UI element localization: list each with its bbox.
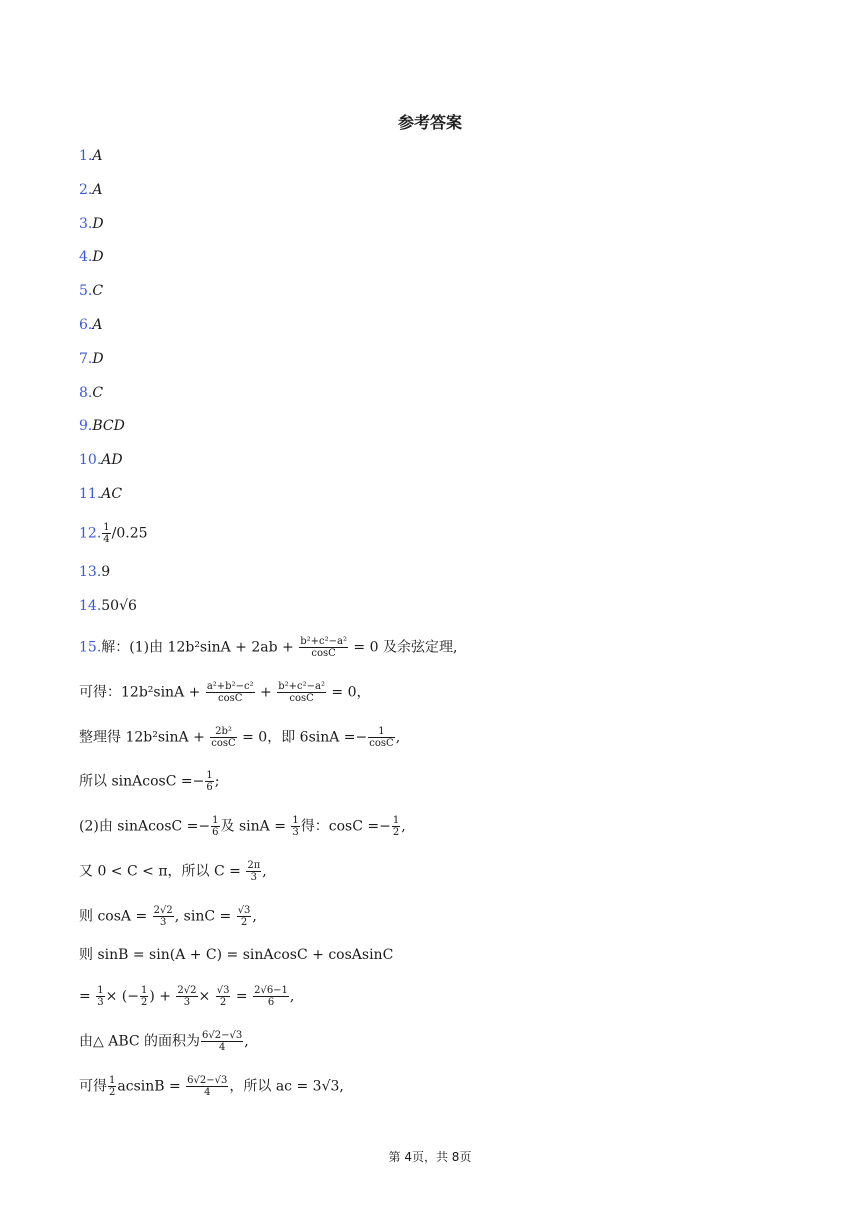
- fraction: [368, 726, 394, 749]
- answer-number: 13.: [79, 564, 102, 580]
- fraction-numerator: 1: [103, 522, 110, 533]
- answer-number: 4.: [79, 249, 93, 265]
- answer-number: 1.: [79, 148, 93, 164]
- answer-number: 8.: [79, 385, 93, 401]
- answer-value: D: [92, 249, 104, 265]
- answer-number: 6.: [79, 317, 93, 333]
- solution-text: ,: [244, 1033, 249, 1050]
- answer-line: [79, 383, 103, 403]
- solution-text: = 0，即 6sinA =−: [237, 729, 368, 746]
- answer-line-13: [79, 562, 110, 582]
- fraction-denominator: 6: [206, 782, 213, 793]
- solution-text: 则 cosA =: [79, 908, 152, 925]
- fraction-denominator: 6: [267, 997, 275, 1008]
- fraction-denominator: 2: [140, 997, 148, 1008]
- solution-text: ) +: [149, 988, 176, 1005]
- fraction-denominator: 3: [97, 997, 104, 1008]
- answer-number: 11.: [79, 486, 102, 502]
- answer-line: [79, 247, 104, 267]
- solution-text: 又 0 < C < π，所以 C =: [79, 863, 246, 880]
- fraction-denominator: 3: [292, 827, 299, 838]
- solution-text: 可得：12b²sinA +: [79, 684, 205, 701]
- solution-text: 则 sinB = sin(A + C) = sinAcosC + cosAsinC: [79, 947, 394, 963]
- answer-number: 5.: [79, 283, 93, 299]
- fraction-numerator: 1: [292, 815, 299, 826]
- fraction-numerator: b²+c²−a²: [300, 636, 347, 647]
- fraction: [102, 522, 110, 545]
- solution-text: × (−: [105, 988, 139, 1005]
- fraction: [216, 985, 231, 1008]
- fraction: [277, 681, 326, 704]
- answer-value: C: [92, 385, 104, 401]
- fraction: [176, 985, 197, 1008]
- fraction-numerator: 2√6−1: [254, 985, 288, 996]
- solution-text: =: [79, 988, 96, 1005]
- solution-text: ,: [262, 863, 267, 880]
- fraction-numerator: 6√2−√3: [202, 1030, 243, 1041]
- fraction: [253, 985, 289, 1008]
- solution-text: 及 sinA =: [220, 818, 291, 835]
- fraction-numerator: 6√2−√3: [187, 1075, 228, 1086]
- answer-value: A: [92, 182, 103, 198]
- answer-value: 9: [101, 564, 111, 580]
- answer-number: 15.: [79, 639, 102, 656]
- fraction-numerator: 1: [368, 726, 394, 738]
- fraction-numerator: 2√2: [153, 905, 173, 916]
- answer-line: [79, 349, 104, 369]
- fraction: [237, 905, 252, 928]
- answer-number: 3.: [79, 216, 93, 232]
- answer-line-14: [79, 596, 137, 616]
- solution-line: [79, 815, 406, 838]
- fraction: [206, 681, 255, 704]
- fraction-denominator: cosC: [289, 693, 314, 704]
- solution-line: [79, 1075, 344, 1098]
- fraction: [201, 1030, 243, 1053]
- solution-line: [79, 1030, 249, 1053]
- answer-line: [79, 214, 104, 234]
- answer-value: D: [92, 351, 104, 367]
- answer-number: 12.: [79, 525, 102, 542]
- fraction-denominator: 3: [250, 872, 257, 883]
- solution-line: [79, 681, 371, 704]
- solution-text: =: [231, 988, 253, 1005]
- fraction-numerator: 1: [140, 985, 148, 996]
- fraction-denominator: cosC: [217, 693, 243, 704]
- fraction-numerator: 1: [109, 1075, 116, 1086]
- fraction: [108, 1075, 116, 1098]
- fraction: [186, 1075, 228, 1098]
- fraction-denominator: 3: [160, 917, 167, 928]
- answer-value: /0.25: [111, 525, 148, 542]
- solution-text: ,: [289, 988, 295, 1005]
- answer-number: 9.: [79, 418, 93, 434]
- answer-number: 14.: [79, 598, 102, 614]
- solution-text: acsinB =: [117, 1078, 186, 1095]
- fraction: [140, 985, 148, 1008]
- solution-text: 可得: [79, 1078, 107, 1095]
- fraction: [210, 726, 236, 749]
- fraction: [205, 770, 213, 793]
- solution-line: [79, 770, 219, 793]
- solution-line: [79, 985, 294, 1008]
- fraction-numerator: 1: [212, 815, 219, 826]
- answer-value: AC: [101, 486, 123, 502]
- solution-text: ,: [395, 729, 401, 746]
- answer-line: [79, 180, 102, 200]
- answer-line-12: [79, 522, 148, 545]
- solution-line: [79, 726, 400, 749]
- solution-text: , sinC =: [174, 908, 236, 925]
- fraction-numerator: 1: [392, 815, 400, 826]
- solution-text: 整理得 12b²sinA +: [79, 729, 210, 746]
- fraction-denominator: 2: [392, 827, 400, 838]
- solution-text: ，所以 ac = 3√3,: [229, 1078, 344, 1095]
- answer-number: 10.: [79, 452, 102, 468]
- solution-text: = 0，: [326, 684, 371, 701]
- fraction-denominator: 2: [240, 917, 248, 928]
- answer-value: C: [92, 283, 104, 299]
- solution-text: 由△ ABC 的面积为: [79, 1033, 201, 1050]
- fraction-numerator: 2π: [247, 860, 261, 871]
- answer-line: [79, 146, 102, 166]
- answer-line: [79, 315, 102, 335]
- fraction-numerator: b²+c²−a²: [278, 681, 325, 692]
- fraction-numerator: 2√2: [177, 985, 197, 996]
- answer-value: A: [92, 148, 103, 164]
- fraction-denominator: 2: [219, 997, 227, 1008]
- solution-line: [79, 905, 257, 928]
- solution-text: = 0 及余弦定理,: [348, 639, 458, 656]
- answer-value: BCD: [92, 418, 125, 434]
- fraction-denominator: 4: [204, 1087, 211, 1098]
- answer-value: D: [92, 216, 104, 232]
- fraction-numerator: 1: [206, 770, 213, 781]
- answer-value: 50√6: [101, 598, 137, 614]
- solution-text: ,: [252, 908, 257, 925]
- fraction-numerator: √3: [216, 985, 230, 996]
- solution-line: [79, 636, 457, 659]
- fraction: [153, 905, 174, 928]
- fraction-denominator: 2: [109, 1087, 116, 1098]
- answer-number: 7.: [79, 351, 93, 367]
- solution-text: ×: [198, 988, 215, 1005]
- fraction-numerator: 1: [97, 985, 104, 996]
- answer-number: 2.: [79, 182, 93, 198]
- fraction: [246, 860, 261, 883]
- fraction-denominator: cosC: [369, 738, 394, 749]
- fraction-numerator: a²+b²−c²: [206, 681, 254, 692]
- answer-line: [79, 450, 123, 470]
- answer-value: AD: [101, 452, 123, 468]
- solution-text: 得：cosC =−: [300, 818, 391, 835]
- answer-line: [79, 416, 125, 436]
- solution-line: [79, 945, 393, 965]
- fraction-numerator: √3: [237, 905, 251, 916]
- fraction-denominator: 4: [103, 534, 110, 545]
- solution-text: ,: [401, 818, 406, 835]
- fraction-denominator: cosC: [311, 648, 336, 659]
- solution-text: ;: [214, 773, 220, 790]
- fraction: [96, 985, 104, 1008]
- page-footer: 第 4页，共 8页: [388, 1150, 472, 1164]
- fraction: [291, 815, 299, 838]
- answer-line: [79, 484, 122, 504]
- fraction-numerator: 2b²: [210, 726, 236, 738]
- fraction: [211, 815, 219, 838]
- fraction-denominator: 3: [183, 997, 191, 1008]
- solution-line: [79, 860, 267, 883]
- solution-text: 解：(1)由 12b²sinA + 2ab +: [101, 639, 299, 656]
- solution-text: +: [255, 684, 277, 701]
- page-title: 参考答案: [397, 113, 462, 132]
- fraction-denominator: cosC: [211, 738, 236, 749]
- fraction: [299, 636, 348, 659]
- fraction: [392, 815, 400, 838]
- answer-line: [79, 281, 103, 301]
- solution-text: 所以 sinAcosC =−: [79, 773, 205, 790]
- solution-text: (2)由 sinAcosC =−: [79, 818, 211, 835]
- fraction-denominator: 4: [218, 1042, 226, 1053]
- answer-value: A: [92, 317, 103, 333]
- fraction-denominator: 6: [212, 827, 219, 838]
